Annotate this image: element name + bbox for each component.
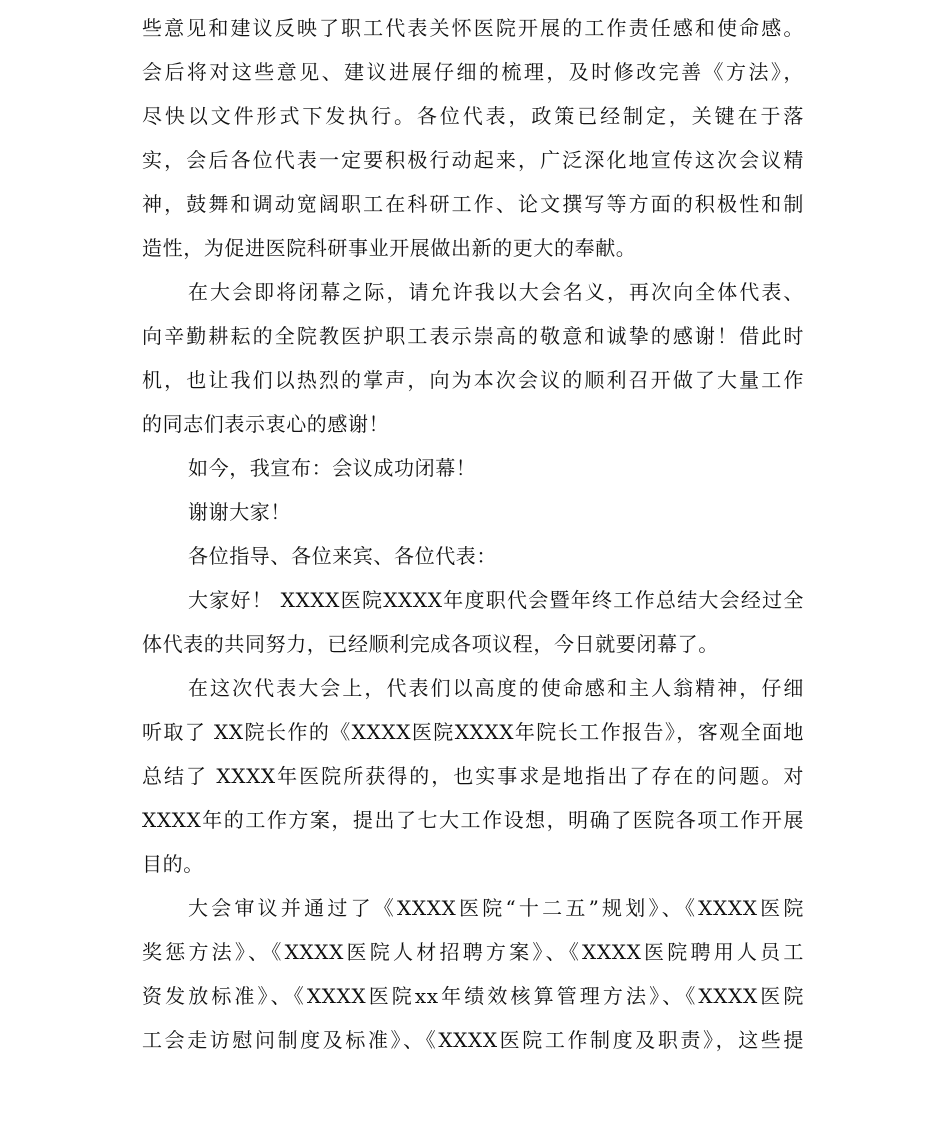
text-line: 会后将对这些意见、建议进展仔细的梳理，及时修改完善《方法》， <box>142 60 804 84</box>
text-line: 向辛勤耕耘的全院教医护职工表示崇高的敬意和诚挚的感谢！借此时 <box>142 324 804 348</box>
text-line: 体代表的共同努力，已经顺利完成各项议程，今日就要闭幕了。 <box>142 632 719 656</box>
text-line: 尽快以文件形式下发执行。各位代表，政策已经制定，关键在于落 <box>142 104 804 128</box>
text-line: 目的。 <box>142 852 204 876</box>
text-line: 些意见和建议反映了职工代表关怀医院开展的工作责任感和使命感。 <box>142 16 804 40</box>
text-line: 如今，我宣布：会议成功闭幕！ <box>188 456 477 480</box>
text-line: 在这次代表大会上，代表们以高度的使命感和主人翁精神，仔细 <box>188 676 804 700</box>
text-line: 听取了 XX院长作的《XXXX医院XXXX年院长工作报告》，客观全面地 <box>142 720 804 744</box>
document-page <box>142 6 804 1062</box>
text-line: 神，鼓舞和调动宽阔职工在科研工作、论文撰写等方面的积极性和制 <box>142 192 804 216</box>
text-line: 各位指导、各位来宾、各位代表： <box>188 544 497 568</box>
text-line: 大会审议并通过了《XXXX医院“十二五”规划》、《XXXX医院 <box>188 896 804 920</box>
text-line: 实，会后各位代表一定要积极行动起来，广泛深化地宣传这次会议精 <box>142 148 804 172</box>
text-line: 总结了 XXXX年医院所获得的，也实事求是地指出了存在的问题。对 <box>142 764 804 788</box>
text-line: 的同志们表示衷心的感谢！ <box>142 412 390 436</box>
text-line: 造性，为促进医院科研事业开展做出新的更大的奉献。 <box>142 236 637 260</box>
text-line: 奖惩方法》、《XXXX医院人材招聘方案》、《XXXX医院聘用人员工 <box>142 940 804 964</box>
text-line: XXXX年的工作方案，提出了七大工作设想，明确了医院各项工作开展 <box>142 808 804 832</box>
text-line: 在大会即将闭幕之际，请允许我以大会名义，再次向全体代表、 <box>188 280 804 304</box>
text-line: 谢谢大家！ <box>188 500 291 524</box>
text-line: 资发放标准》、《XXXX医院xx年绩效核算管理方法》、《XXXX医院 <box>142 984 804 1008</box>
text-line: 大家好！ XXXX医院XXXX年度职代会暨年终工作总结大会经过全 <box>188 588 804 612</box>
text-line: 工会走访慰问制度及标准》、《XXXX医院工作制度及职责》，这些提 <box>142 1028 804 1052</box>
text-line: 机，也让我们以热烈的掌声，向为本次会议的顺利召开做了大量工作 <box>142 368 804 392</box>
